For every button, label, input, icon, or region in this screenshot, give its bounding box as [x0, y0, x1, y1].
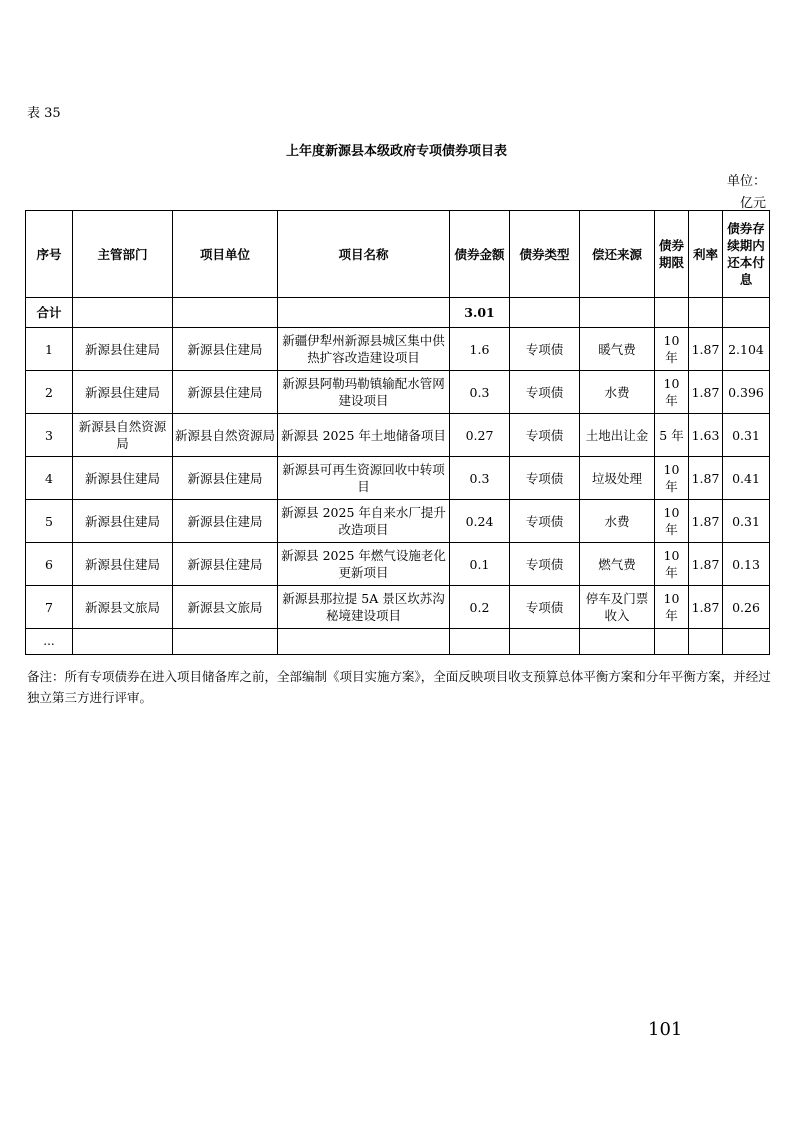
cell-bond-type: 专项债	[510, 586, 580, 629]
header-bond-type: 债券类型	[510, 211, 580, 298]
cell-dept: 新源县文旅局	[73, 586, 173, 629]
table-row	[26, 371, 770, 414]
ellipsis-row	[26, 629, 770, 655]
cell-term: 10 年	[655, 500, 689, 543]
table-title: 上年度新源县本级政府专项债券项目表	[285, 144, 507, 159]
cell-unit: 新源县住建局	[173, 543, 278, 586]
cell-unit: 新源县住建局	[173, 328, 278, 371]
table-row	[26, 457, 770, 500]
header-term: 债券期限	[655, 211, 689, 298]
cell-dept: 新源县住建局	[73, 371, 173, 414]
empty-cell	[510, 629, 580, 655]
table-number: 表 35	[27, 106, 61, 121]
cell-interest: 0.31	[723, 414, 770, 457]
cell-project-name: 新源县可再生资源回收中转项目	[278, 457, 450, 500]
header-interest: 债券存续期内还本付息	[723, 211, 770, 298]
cell-seq: 5	[26, 500, 73, 543]
empty-cell	[655, 629, 689, 655]
cell-project-name: 新源县 2025 年自来水厂提升改造项目	[278, 500, 450, 543]
cell-rate: 1.87	[689, 328, 723, 371]
cell-interest: 0.41	[723, 457, 770, 500]
cell-interest: 0.31	[723, 500, 770, 543]
cell-bond-type: 专项债	[510, 543, 580, 586]
cell-amount: 0.27	[450, 414, 510, 457]
cell-seq: 7	[26, 586, 73, 629]
empty-cell	[723, 629, 770, 655]
header-seq: 序号	[26, 211, 73, 298]
table-row	[26, 543, 770, 586]
ellipsis-cell: ...	[26, 629, 73, 655]
cell-rate: 1.63	[689, 414, 723, 457]
cell-amount: 0.24	[450, 500, 510, 543]
cell-interest: 0.396	[723, 371, 770, 414]
cell-seq: 2	[26, 371, 73, 414]
total-cell	[655, 298, 689, 328]
cell-interest: 2.104	[723, 328, 770, 371]
cell-rate: 1.87	[689, 371, 723, 414]
cell-dept: 新源县住建局	[73, 500, 173, 543]
cell-unit: 新源县住建局	[173, 371, 278, 414]
header-unit: 项目单位	[173, 211, 278, 298]
cell-seq: 6	[26, 543, 73, 586]
cell-term: 10 年	[655, 586, 689, 629]
total-cell	[73, 298, 173, 328]
total-cell	[723, 298, 770, 328]
cell-repayment-source: 燃气费	[580, 543, 655, 586]
table-row	[26, 414, 770, 457]
empty-cell	[580, 629, 655, 655]
header-rate: 利率	[689, 211, 723, 298]
cell-repayment-source: 暖气费	[580, 328, 655, 371]
header-dept: 主管部门	[73, 211, 173, 298]
cell-term: 10 年	[655, 371, 689, 414]
cell-amount: 0.2	[450, 586, 510, 629]
cell-rate: 1.87	[689, 457, 723, 500]
cell-dept: 新源县自然资源局	[73, 414, 173, 457]
header-amount: 债券金额	[450, 211, 510, 298]
empty-cell	[450, 629, 510, 655]
empty-cell	[73, 629, 173, 655]
cell-seq: 4	[26, 457, 73, 500]
special-bond-table	[25, 210, 770, 655]
cell-interest: 0.13	[723, 543, 770, 586]
cell-repayment-source: 垃圾处理	[580, 457, 655, 500]
cell-bond-type: 专项债	[510, 371, 580, 414]
cell-unit: 新源县自然资源局	[173, 414, 278, 457]
page-number: 101	[648, 1019, 683, 1040]
total-label: 合计	[26, 298, 73, 328]
cell-bond-type: 专项债	[510, 414, 580, 457]
cell-unit: 新源县住建局	[173, 500, 278, 543]
cell-term: 10 年	[655, 328, 689, 371]
cell-term: 10 年	[655, 543, 689, 586]
cell-repayment-source: 土地出让金	[580, 414, 655, 457]
table-row	[26, 586, 770, 629]
cell-rate: 1.87	[689, 543, 723, 586]
cell-term: 10 年	[655, 457, 689, 500]
header-row	[26, 211, 770, 298]
cell-repayment-source: 水费	[580, 500, 655, 543]
cell-dept: 新源县住建局	[73, 457, 173, 500]
cell-project-name: 新源县 2025 年燃气设施老化更新项目	[278, 543, 450, 586]
total-cell	[580, 298, 655, 328]
total-cell	[173, 298, 278, 328]
total-cell	[689, 298, 723, 328]
cell-amount: 1.6	[450, 328, 510, 371]
cell-seq: 1	[26, 328, 73, 371]
cell-rate: 1.87	[689, 586, 723, 629]
cell-seq: 3	[26, 414, 73, 457]
cell-term: 5 年	[655, 414, 689, 457]
cell-dept: 新源县住建局	[73, 328, 173, 371]
cell-project-name: 新源县那拉提 5A 景区坎苏沟秘境建设项目	[278, 586, 450, 629]
empty-cell	[173, 629, 278, 655]
cell-amount: 0.3	[450, 371, 510, 414]
cell-bond-type: 专项债	[510, 328, 580, 371]
header-repayment-source: 偿还来源	[580, 211, 655, 298]
total-cell	[510, 298, 580, 328]
cell-unit: 新源县住建局	[173, 457, 278, 500]
cell-rate: 1.87	[689, 500, 723, 543]
cell-interest: 0.26	[723, 586, 770, 629]
cell-project-name: 新源县阿勒玛勒镇输配水管网建设项目	[278, 371, 450, 414]
unit-value: 亿元	[739, 196, 766, 211]
empty-cell	[689, 629, 723, 655]
cell-bond-type: 专项债	[510, 500, 580, 543]
empty-cell	[278, 629, 450, 655]
cell-repayment-source: 水费	[580, 371, 655, 414]
total-cell	[278, 298, 450, 328]
cell-project-name: 新疆伊犁州新源县城区集中供热扩容改造建设项目	[278, 328, 450, 371]
table-row	[26, 500, 770, 543]
total-amount: 3.01	[450, 298, 510, 328]
cell-amount: 0.1	[450, 543, 510, 586]
cell-amount: 0.3	[450, 457, 510, 500]
table-row	[26, 328, 770, 371]
cell-bond-type: 专项债	[510, 457, 580, 500]
cell-dept: 新源县住建局	[73, 543, 173, 586]
header-project-name: 项目名称	[278, 211, 450, 298]
unit-label: 单位：	[726, 174, 766, 189]
cell-repayment-source: 停车及门票收入	[580, 586, 655, 629]
cell-project-name: 新源县 2025 年土地储备项目	[278, 414, 450, 457]
footnote: 备注：所有专项债券在进入项目储备库之前，全部编制《项目实施方案》，全面反映项目收支预算总体平衡方案和分年平衡方案，并经过独立第三方进行评审。	[27, 669, 771, 705]
total-row	[26, 298, 770, 328]
cell-unit: 新源县文旅局	[173, 586, 278, 629]
